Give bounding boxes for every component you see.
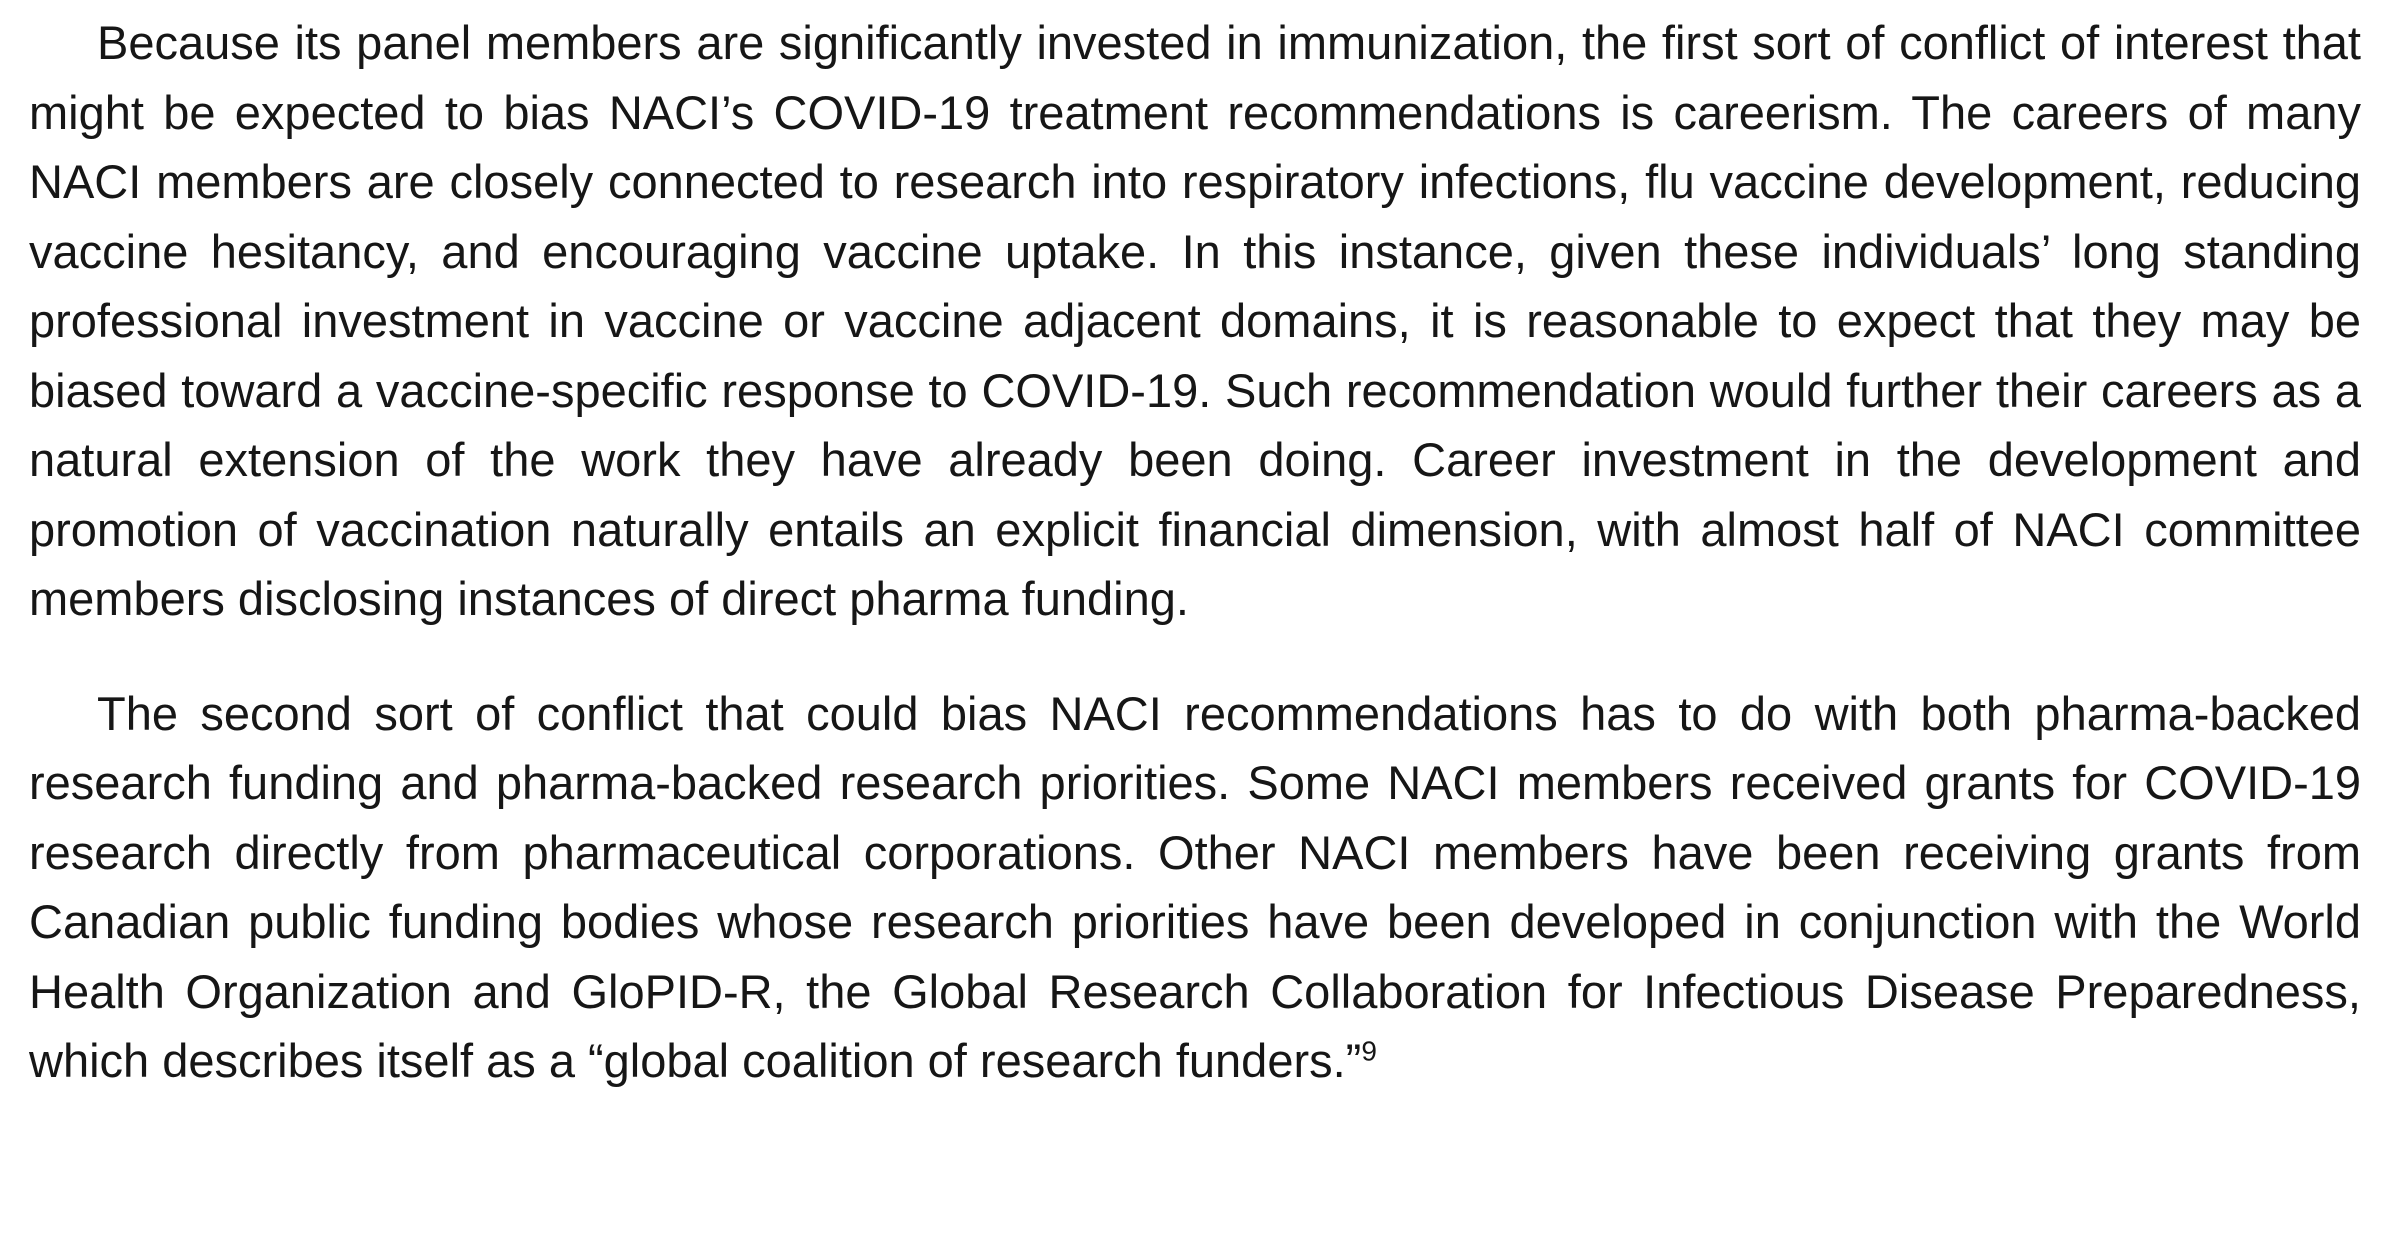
document-body <box>29 8 2361 1096</box>
paragraph-research-funding <box>29 679 2361 1096</box>
paragraph-text: Because its panel members are significantly invested in immunization, the first sort of conflict of interest that might be expected to bias NACI’s COVID-19 treatment recommendations is careerism. The careers of many NACI members are closely connected to research into respiratory infections, flu vaccine development, reducing vaccine hesitancy, and encouraging vaccine uptake. In this instance, given these individuals’ long standing professional investment in vaccine or vaccine adjacent domains, it is reasonable to expect that they may be biased toward a vaccine-specific response to COVID-19. Such recommendation would further their careers as a natural extension of the work they have already been doing. Career investment in the development and promotion of vaccination naturally entails an explicit financial dimension, with almost half of NACI committee members disclosing instances of direct pharma funding. <box>29 16 2361 625</box>
paragraph-text: The second sort of conflict that could bias NACI recommendations has to do with both pharma-backed research funding and pharma-backed research priorities. Some NACI members received grants for COVID-19 research directly from pharmaceutical corporations. Other NACI members have been receiving grants from Canadian public funding bodies whose research priorities have been developed in conjunction with the World Health Organization and GloPID-R, the Global Research Collaboration for Infectious Disease Preparedness, which describes itself as a “global coalition of research funders.” <box>29 686 2361 1087</box>
paragraph-careerism <box>29 8 2361 634</box>
footnote-reference[interactable]: 9 <box>1361 1035 1377 1067</box>
